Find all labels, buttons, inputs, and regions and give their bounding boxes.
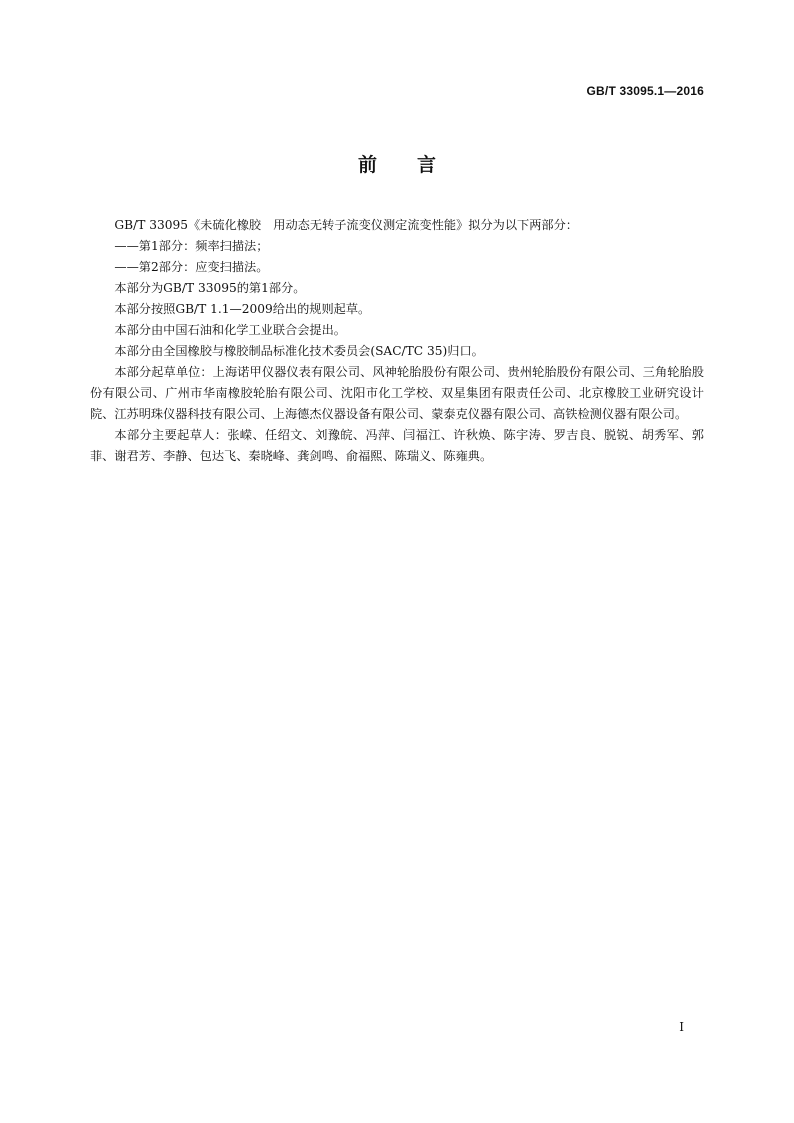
standard-code: GB/T 33095.1—2016: [586, 84, 704, 98]
paragraph-committee: 本部分由全国橡胶与橡胶制品标准化技术委员会(SAC/TC 35)归口。: [114, 344, 484, 358]
paragraph-drafting-rules: 本部分按照GB/T 1.1—2009给出的规则起草。: [114, 302, 371, 316]
page-title: 前言: [357, 154, 476, 176]
paragraph-drafting-units: 本部分起草单位：上海诺甲仪器仪表有限公司、风神轮胎股份有限公司、贵州轮胎股份有限公司、三角轮胎股份有限公司、广州市华南橡胶轮胎有限公司、沈阳市化工学校、双星集团有限责任公司、北京橡胶工业研究设计院、江苏明珠仪器科技有限公司、上海德杰仪器设备有限公司、蒙泰克仪器有限公司、高铁检测仪器有限公司。: [90, 365, 704, 421]
paragraph-drafters: 本部分主要起草人：张嵘、任绍文、刘豫皖、冯萍、闫福江、许秋焕、陈宇涛、罗吉良、脱锐、胡秀军、郭菲、谢君芳、李静、包达飞、秦晓峰、龚剑鸣、俞福熙、陈瑞义、陈雍典。: [90, 428, 704, 463]
paragraph-part2: ——第2部分：应变扫描法。: [114, 260, 269, 274]
paragraph-scope: 本部分为GB/T 33095的第1部分。: [114, 281, 306, 295]
paragraph-part1: ——第1部分：频率扫描法；: [114, 239, 269, 253]
paragraph-intro: GB/T 33095《未硫化橡胶 用动态无转子流变仪测定流变性能》拟分为以下两部分：: [114, 218, 578, 232]
page-number: I: [679, 1020, 684, 1034]
foreword-content: [90, 215, 704, 467]
paragraph-proposer: 本部分由中国石油和化学工业联合会提出。: [114, 323, 346, 337]
